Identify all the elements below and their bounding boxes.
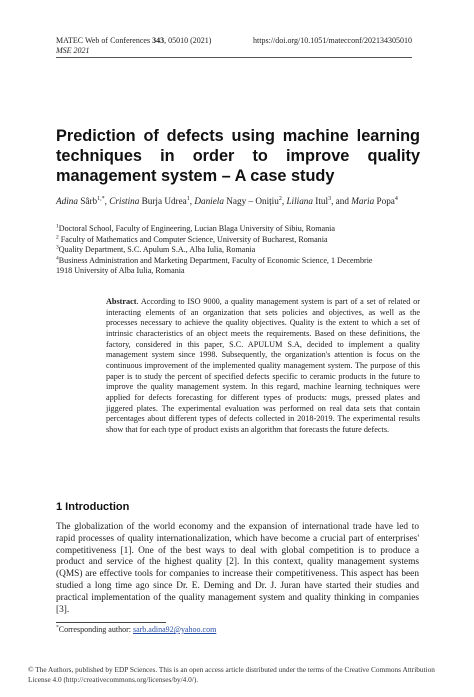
affiliation: $^3$Quality Department, S.C. Apulum S.A., Alba Iulia, Romania	[56, 244, 256, 255]
affiliation: $^2$ Faculty of Mathematics and Computer Science, University of Bucharest, Romania	[56, 233, 328, 244]
journal-header	[56, 36, 211, 46]
author-email-link[interactable]: sarb.adina92@yahoo.com	[132, 625, 217, 634]
affiliation-list	[56, 224, 418, 277]
license-notice: © The Authors, published by EDP Sciences. This is an open access article distributed under the terms of the Creative Commons Attribution License 4.0 (http://creativecommons.org/licenses/by/4.0/).	[28, 665, 435, 684]
author-list: Adina Sârb$^{1,*}$, Cristina Burja Udrea$^1$, Daniela Nagy – Onițiu$^2$, Liliana Itul$^3$, and Maria Popa$^4$	[56, 195, 398, 206]
author: Maria Popa$^4$	[351, 195, 398, 206]
footnote-divider	[56, 622, 166, 623]
affiliation: $^4$Business Administration and Marketing Department, Faculty of Economic Science, 1 Decembrie	[56, 255, 373, 265]
section-heading: 1 Introduction	[56, 501, 130, 513]
abstract-text: . According to ISO 9000, a quality management system is part of a set of related or interacting elements of an organization that sets policies and objectives, as well as the processes necessary to achieve the quality objectives. Quality is the extent to which a set of intrinsic characteristics of an object meets the requirements. Based on these definitions, the factory, considered in this paper, S.C. APULUM S.A, decided to implement a quality management system since 1998. Subsequently, the organization's attention is focus on the continuous improvement of the implemented quality management system. The purpose of this paper is to study the percent of specified defects specific to ceramic products in the future to improve the quality management system. In this regard, machine learning techniques were applied for defects forecasting for different types of products: mugs, pressed plates and jiggered plates. The experimental evaluation was performed on real data sets that contain percentages about different types of defects collected in 2018-2019. The experimental results show that for each type of product exists an algorithm that forecasts the future defects.	[106, 297, 420, 434]
author: Cristina Burja Udrea$^1$	[109, 195, 190, 206]
conference-name: MSE 2021	[56, 46, 90, 55]
journal-name: MATEC Web of Conferences	[56, 36, 151, 45]
header-divider	[56, 57, 412, 58]
article-number: , 05010 (2021)	[164, 36, 212, 45]
abstract-label: Abstract	[106, 297, 137, 306]
abstract	[106, 297, 420, 436]
author: Liliana Itul$^3$	[286, 195, 332, 206]
introduction-paragraph: The globalization of the world economy and the expansion of international trade have led to rapid processes of quality internationalization, which have become a crucial part of enterprises' competitiveness [1]. One of the best ways to deal with global competition is to produce a product and service of the highest quality [2]. In this context, quality management systems (QMS) are effective tools for companies to increase their competitiveness. This aspect has been studied a long time ago since Dr. E. Deming and Dr. J. Juran have started their studies and practical implementation of the quality management system and quality thinking in companies [3].	[56, 522, 419, 615]
affiliation: 1918 University of Alba Iulia, Romania	[56, 266, 185, 276]
author: Daniela Nagy – Onițiu$^2$	[194, 195, 282, 206]
paper-title: Prediction of defects using machine learning techniques in order to improve quality management system – A case study	[56, 127, 420, 185]
footnote: *Corresponding author: sarb.adina92@yahoo.com	[56, 624, 217, 634]
journal-volume: 343	[152, 36, 165, 45]
affiliation: $^1$Doctoral School, Faculty of Engineering, Lucian Blaga University of Sibiu, Romania	[56, 223, 336, 233]
doi-link[interactable]: https://doi.org/10.1051/matecconf/202134305010	[253, 36, 412, 45]
author: Adina Sârb$^{1,*}$	[56, 195, 105, 206]
